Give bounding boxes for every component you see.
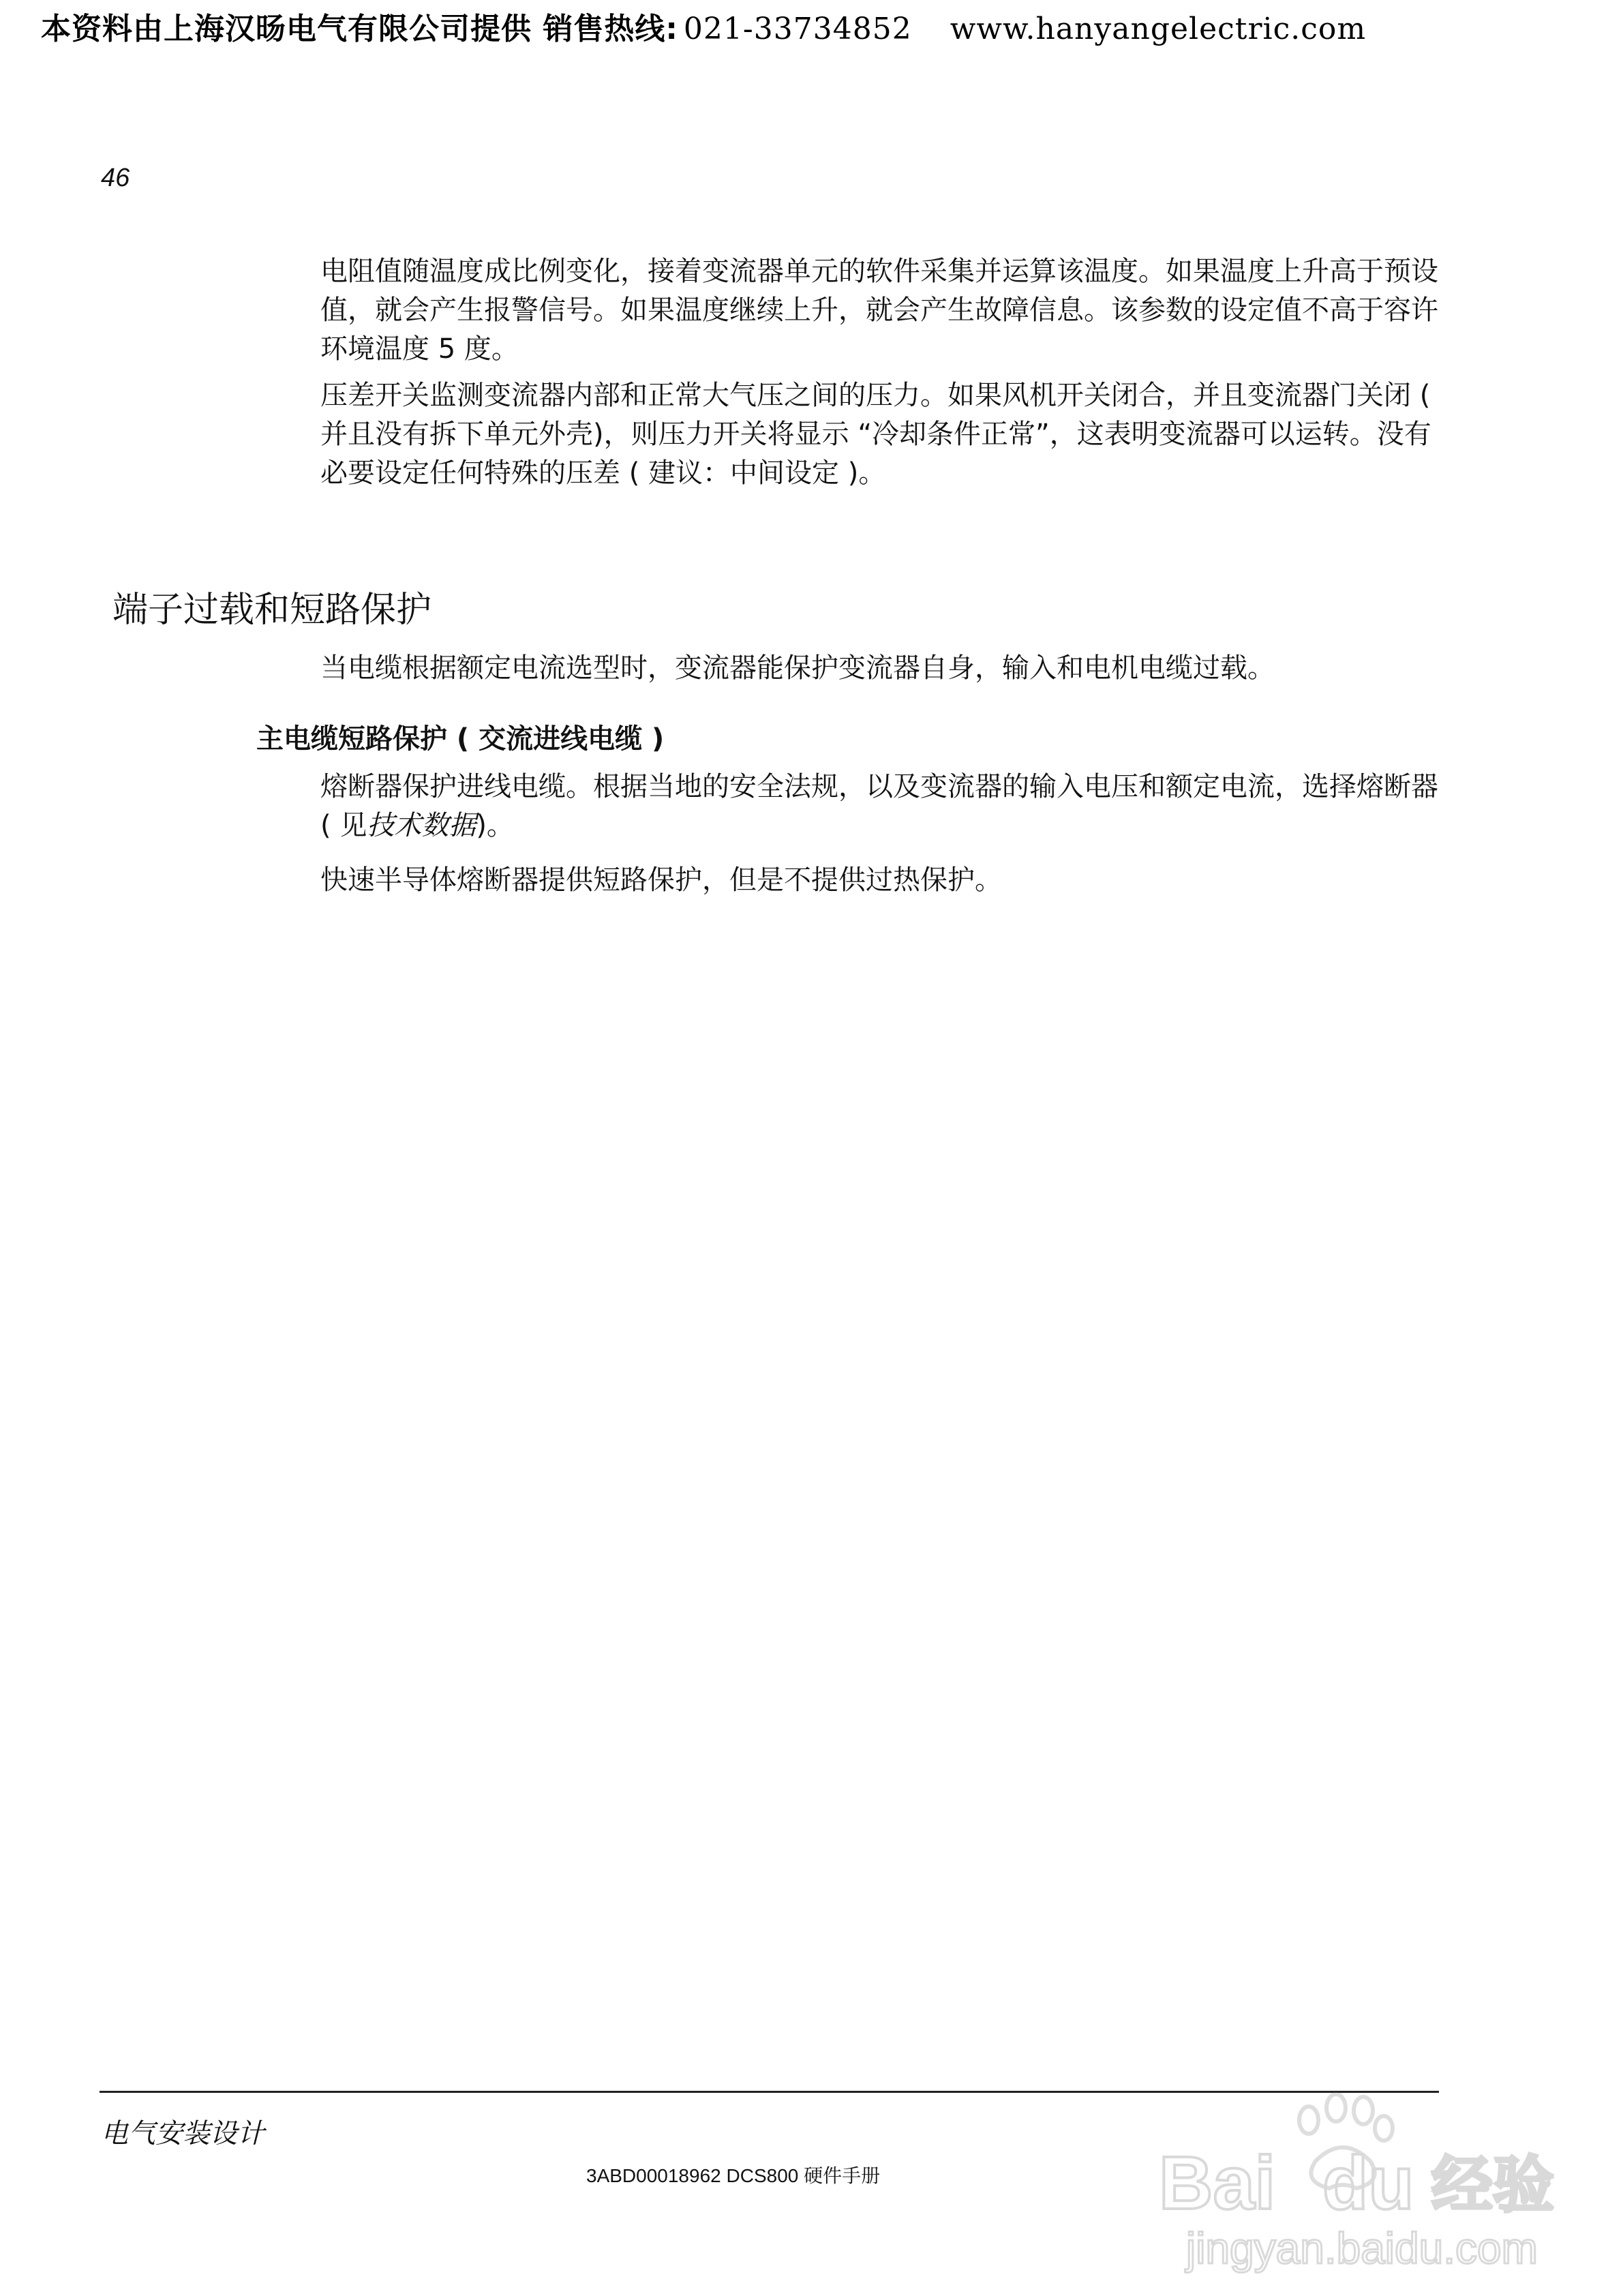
page-number: 46: [101, 164, 130, 192]
subsection-heading: 主电缆短路保护 ( 交流进线电缆 ): [256, 723, 665, 755]
paragraph-temperature: 电阻值随温度成比例变化，接着变流器单元的软件采集并运算该温度。如果温度上升高于预设值，就会产生报警信号。如果温度继续上升，就会产生故障信息。该参数的设定值不高于容许环境温度 5 度。: [320, 256, 1438, 365]
paragraph-overload-intro: 当电缆根据额定电流选型时，变流器能保护变流器自身，输入和电机电缆过载。: [320, 652, 1275, 684]
paragraph-pressure-switch: 压差开关监测变流器内部和正常大气压之间的压力。如果风机开关闭合，并且变流器门关闭 ( 并且没有拆下单元外壳)，则压力开关将显示 “冷却条件正常”，这表明变流器可以运转。没有必要设定任何特殊的压差 ( 建议：中间设定 )。: [320, 380, 1431, 489]
header-banner: [0, 0, 1623, 49]
svg-text:jingyan.baidu.com: jingyan.baidu.com: [1186, 2224, 1538, 2273]
section-heading: 端子过载和短路保护: [112, 590, 432, 631]
banner-phone: 021-33734852: [683, 12, 912, 46]
technical-data-reference[interactable]: 技术数据: [367, 810, 476, 841]
fuse-text-start: 熔断器保护进线电缆。根据当地的安全法规，以及变流器的输入电压和额定电流，选择熔断器 ( 见: [320, 771, 1438, 841]
svg-text:经验: 经验: [1431, 2149, 1554, 2221]
svg-text:du: du: [1322, 2141, 1414, 2225]
baidu-watermark-logo: [1152, 2079, 1602, 2284]
footer-section-title: 电气安装设计: [101, 2118, 264, 2149]
svg-text:Bai: Bai: [1159, 2141, 1276, 2225]
banner-provider: 本资料由上海汉旸电气有限公司提供 销售热线:: [41, 12, 678, 46]
paragraph-fast-fuse: 快速半导体熔断器提供短路保护，但是不提供过热保护。: [320, 864, 1002, 896]
paragraph-fuses: [320, 768, 1445, 845]
banner-text: [41, 4, 1366, 48]
banner-url[interactable]: www.hanyangelectric.com: [950, 12, 1367, 46]
footer-document-id: 3ABD00018962 DCS800 硬件手册: [586, 2165, 881, 2186]
fuse-text-end: )。: [476, 810, 514, 841]
